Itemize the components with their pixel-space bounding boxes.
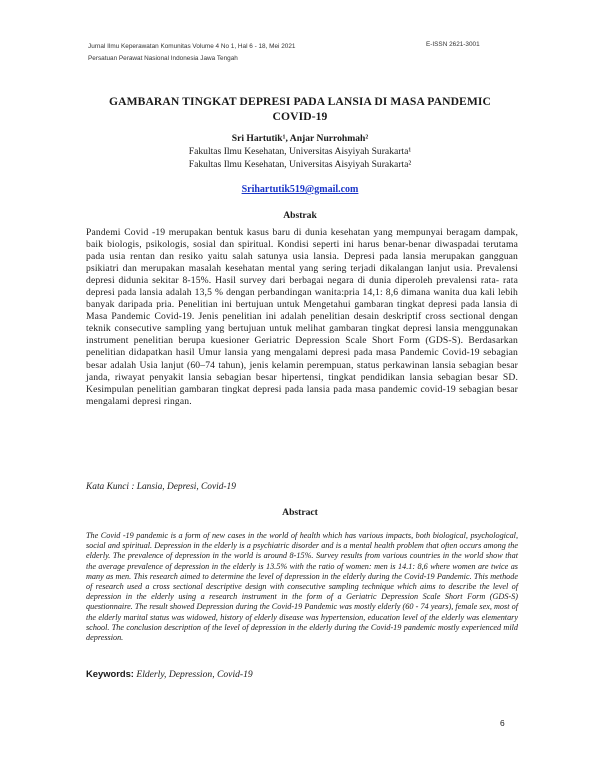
author-email-link[interactable]: Srihartutik519@gmail.com <box>241 184 359 195</box>
abstrak-heading: Abstrak <box>283 210 317 221</box>
abstract-heading: Abstract <box>282 507 318 518</box>
paper-title <box>80 94 520 124</box>
keywords-value: Elderly, Depression, Covid-19 <box>136 669 253 680</box>
publisher-line: Persatuan Perawat Nasional Indonesia Jawa Tengah <box>88 55 238 62</box>
kata-kunci: Kata Kunci : Lansia, Depresi, Covid-19 <box>86 482 236 492</box>
keywords-line <box>86 668 253 680</box>
authors-block <box>80 132 520 171</box>
issn: E-ISSN 2621-3001 <box>426 41 480 48</box>
abstract-text: The Covid -19 pandemic is a form of new cases in the world of health which has various impacts, both biological, psychological, social and spiritual. Depression in the elderly is a psychiatric disorder and is a mental health problem that often occurs among the elderly. The prevalence of depression in the world is around 8-15%. Survey results from various countries in the world show that the average prevalence of depression in the elderly is 13.5% with the ratio of women: men is 14.1: 8,6 where women are twice as many as men. This research aimed to determine the level of depression in the elderly during the Covid-19 Pandemic. This methode of research used a cross sectional descriptive design with consecutive sampling technique which aims to describe the level of depression in the elderly using a research instrument in the form of a Geriatric Depression Scale Short Form (GDS-S) questionnaire. The result showed Depression during the Covid-19 Pandemic was mostly elderly (60 - 74 years), female sex, most of the elderly marital status was widowed, history of elderly disease was hypertension, education level of the elderly was elementary school. The conclusion description of the level of depression in the elderly during the Covid-19 pandemic mostly experienced mild depression. <box>86 531 518 643</box>
keywords-label: Keywords: <box>86 668 134 679</box>
affiliation-2: Fakultas Ilmu Kesehatan, Universitas Aisyiyah Surakarta² <box>188 159 412 170</box>
page-number: 6 <box>500 718 505 728</box>
journal-line: Jurnal Ilmu Keperawatan Komunitas Volume 4 No 1, Hal 6 - 18, Mei 2021 <box>88 43 296 50</box>
abstrak-text: Pandemi Covid -19 merupakan bentuk kasus baru di dunia kesehatan yang mempunyai beragam dampak, baik biologis, psikologis, sosial dan spiritual. Kondisi seperti ini harus benar-benar diwaspadai terutama pada usia rentan dan resiko yaitu salah satunya usia lansia. Depresi pada lansia merupakan gangguan psikiatri dan merupakan masalah kesehatan mental yang sering terjadi dikalangan lanjut usia. Prevalensi depresi didunia sekitar 8-15%. Hasil survey dari berbagai negara di dunia diperoleh prevalensi rata- rata depresi pada lansia adalah 13,5 % dengan perbandingan wanita:pria 14,1: 8,6 dimana wanita dua kali lebih banyak daripada pria. Penelitian ini bertujuan untuk Mengetahui gambaran tingkat depresi pada lansia di Masa Pandemic Covid-19. Jenis penelitian ini adalah penelitian desain deskriptif cross sectional dengan teknik consecutive sampling yang bertujuan untuk melihat gambaran tingkat depresi lansia menggunakan instrument penelitian berupa kuesioner Geriatric Depression Scale Short Form (GDS-S). Berdasarkan penelitian didapatkan hasil Umur lansia yang mengalami depresi pada masa Pandemic Covid-19 sebagian besar adalah Usia lanjut (60–74 tahun), jenis kelamin perempuan, status perkawinan lansia sebagian besar janda, riwayat penyakit lansia sebagian besar hipertensi, tingkat pendidikan lansia sebagian besar SD. Kesimpulan penelitian gambaran tingkat depresi pada lansia pada masa pandemic covid-19 sebagian besar mengalami depresi ringan. <box>86 227 518 407</box>
affiliation-1: Fakultas Ilmu Kesehatan, Universitas Aisyiyah Surakarta¹ <box>188 146 412 157</box>
title-line-2: COVID-19 <box>272 110 328 123</box>
author-names: Sri Hartutik¹, Anjar Nurrohmah² <box>231 133 369 144</box>
running-header <box>88 41 295 65</box>
title-line-1: GAMBARAN TINGKAT DEPRESI PADA LANSIA DI MASA PANDEMIC <box>108 95 492 108</box>
